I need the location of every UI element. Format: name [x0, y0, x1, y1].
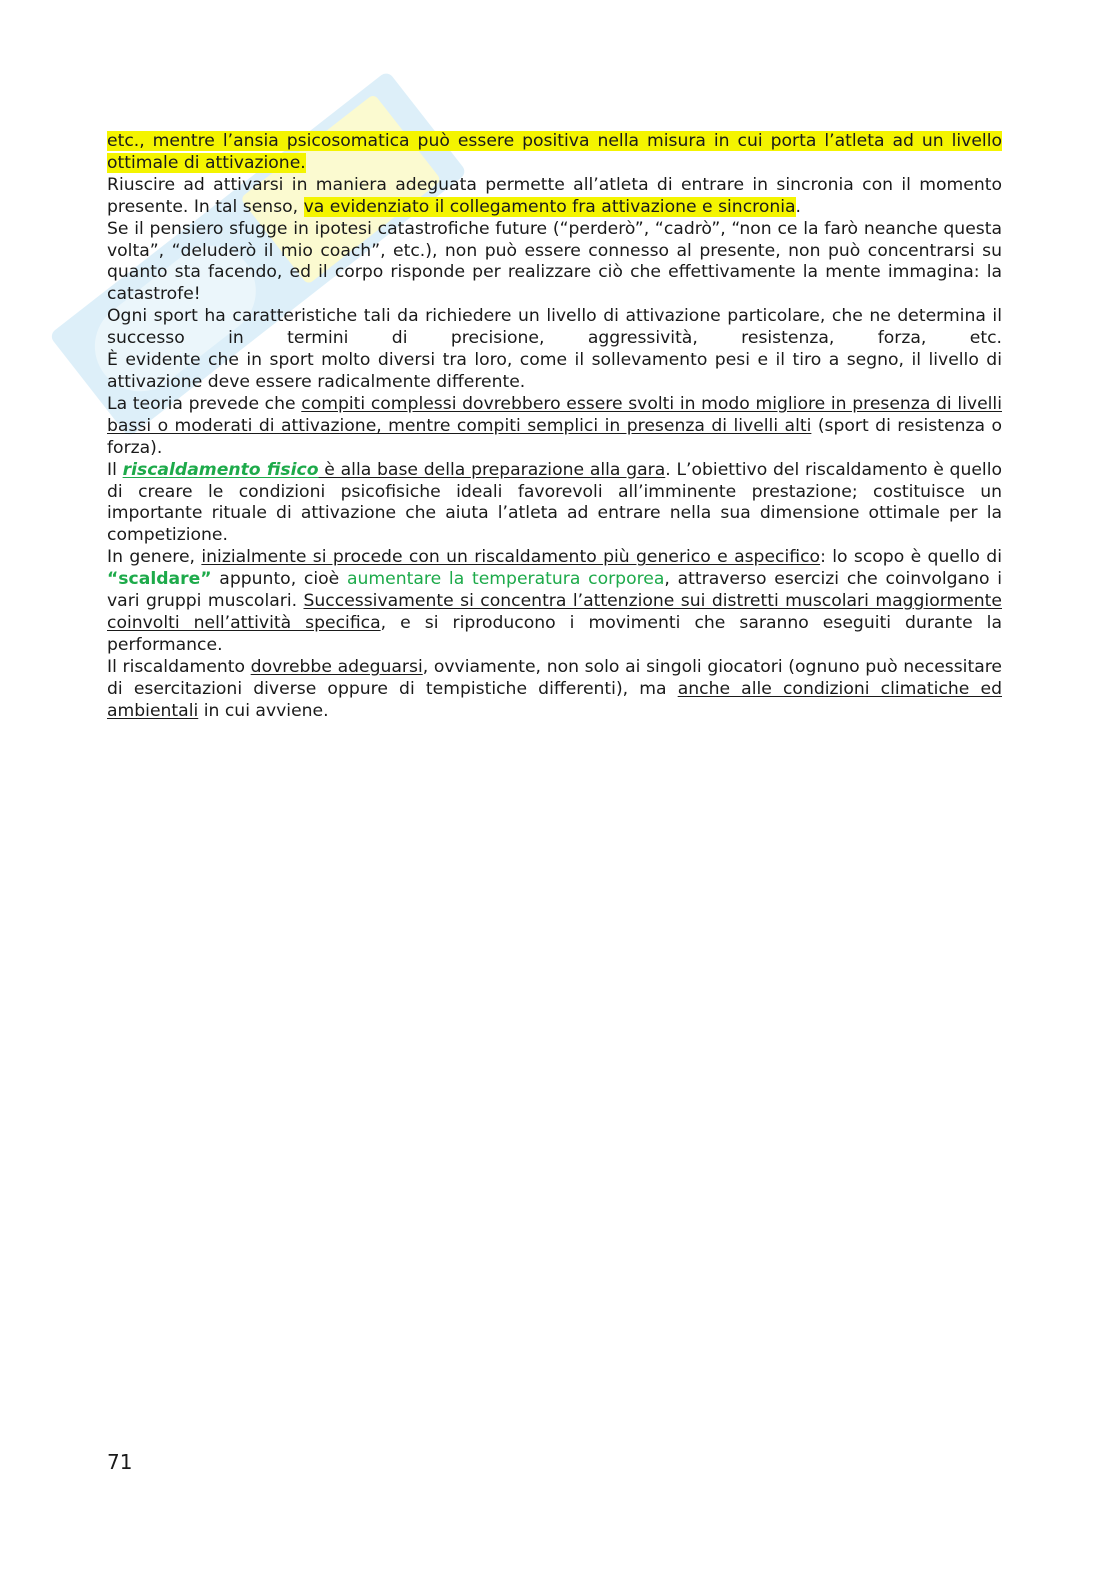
text-run: . L’obiettivo del riscaldamento è quello di creare le condizioni psicofisiche ideali favorevoli all’imminente prestazione; costituisce un importante rituale di attivazione che aiuta l’atleta ad entrare nella sua dimensione ottimale per la competizione. [107, 459, 1003, 546]
document-body [107, 131, 1002, 722]
paragraph-5 [107, 350, 1002, 394]
underlined-text: Successivamente si concentra l’attenzione sui distretti muscolari maggiormente coinvolti nell’attività specifica [107, 591, 1002, 633]
green-text: aumentare la temperatura corporea [347, 569, 665, 590]
underlined-text: è alla base della preparazione alla gara [318, 459, 666, 480]
text-run: . [795, 196, 802, 217]
text-run: La teoria prevede che [107, 393, 302, 414]
green-bold-text: “scaldare” [107, 569, 212, 590]
text-run: In genere, [107, 547, 202, 568]
paragraph-9 [107, 657, 1002, 723]
underlined-text: compiti complessi dovrebbero essere svolti in modo migliore in presenza di livelli bassi o moderati di attivazione, mentre compiti semplici in presenza di livelli alti [107, 393, 1002, 436]
text-run: È evidente che in sport molto diversi tra loro, come il sollevamento pesi e il tiro a segno, il livello di attivazione deve essere radicalmente differente. [107, 350, 1002, 392]
page-number: 71 [107, 1450, 133, 1474]
paragraph-8 [107, 547, 1002, 657]
underlined-text: inizialmente si procede con un riscaldamento più generico e aspecifico [201, 547, 821, 568]
text-run: , e si riproducono i movimenti che saranno eseguiti durante la performance. [107, 612, 1002, 655]
paragraph-3 [107, 219, 1002, 307]
paragraph-1 [107, 131, 1002, 175]
highlighted-text: va evidenziato il collegamento fra attivazione e sincronia [303, 196, 796, 217]
text-run: : lo scopo è quello di [820, 547, 1002, 568]
text-run: Riuscire ad attivarsi in maniera adeguata permette all’atleta di entrare in sincronia con il momento presente. In tal senso, [107, 174, 1002, 217]
underlined-text: dovrebbe adeguarsi [250, 656, 423, 677]
text-run: , attraverso esercizi che coinvolgano i vari gruppi muscolari. [107, 569, 1002, 612]
paragraph-6 [107, 394, 1002, 460]
text-run: in cui avviene. [198, 700, 329, 721]
text-run: Se il pensiero sfugge in ipotesi catastrofiche future (“perderò”, “cadrò”, “non ce la farò neanche questa volta”, “deluderò il mio coach”, etc.), non può essere connesso al presente, non può concentrarsi su quanto sta facendo, ed il corpo risponde per realizzare ciò che effettivamente la mente immagina: la catastrofe! [107, 218, 1002, 305]
text-run: Il [107, 459, 123, 480]
highlighted-text: etc., mentre l’ansia psicosomatica può essere positiva nella misura in cui porta l’atleta ad un livello ottimale di attivazione. [107, 131, 1002, 173]
text-run: Ogni sport ha caratteristiche tali da richiedere un livello di attivazione particolare, che ne determina il successo in termini di precisione, aggressività, resistenza, forza, etc. [107, 306, 1002, 349]
green-emphasis-text: riscaldamento fisico [122, 459, 319, 480]
text-run: (sport di resistenza o forza). [107, 415, 1002, 458]
paragraph-7 [107, 460, 1002, 548]
paragraph-4 [107, 306, 1002, 350]
underlined-text: anche alle condizioni climatiche ed ambientali [107, 678, 1002, 721]
text-run: Il riscaldamento [107, 656, 251, 677]
text-run: , ovviamente, non solo ai singoli giocatori (ognuno può necessitare di esercitazioni diverse oppure di tempistiche differenti), ma [107, 656, 1002, 699]
paragraph-2 [107, 175, 1002, 219]
text-run: appunto, cioè [211, 569, 347, 590]
